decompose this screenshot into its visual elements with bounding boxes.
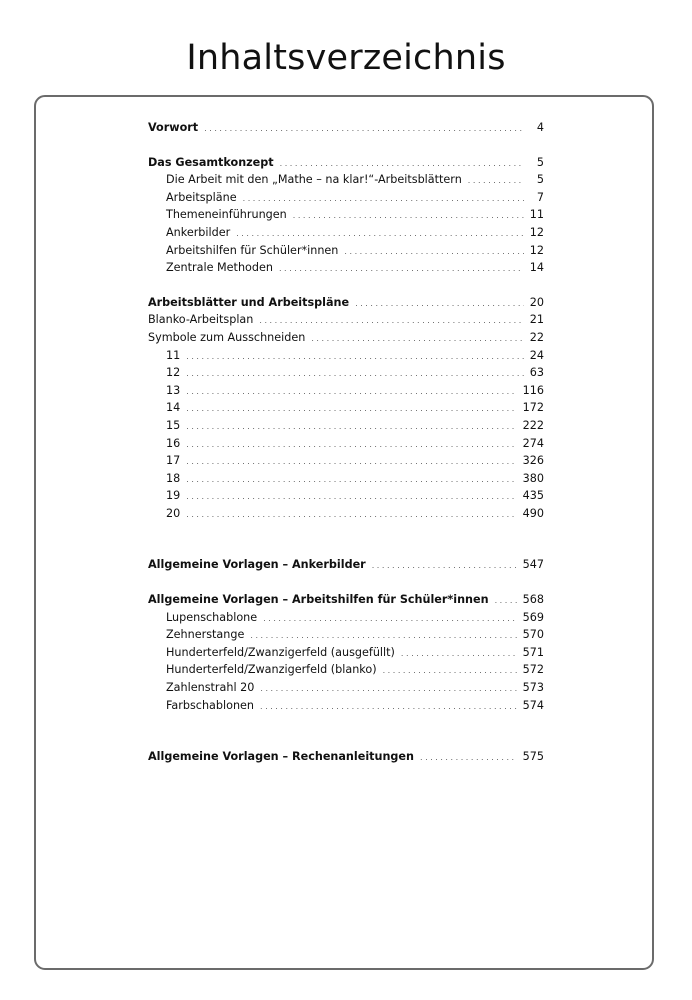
toc-entry-label: Lupenschablone [166,610,258,624]
toc-page-number: 4 [536,121,544,134]
toc-entry-label: Allgemeine Vorlagen – Rechenanleitungen [148,750,414,764]
toc-entry[interactable] [148,206,544,224]
toc-dot-leader [186,506,516,524]
toc-page-number: 63 [529,366,544,380]
toc-page-number: 572 [522,663,544,677]
toc-entry[interactable] [148,697,544,715]
toc-dot-leader [260,698,517,716]
toc-entry[interactable] [148,189,544,207]
toc-page-number: 435 [522,489,544,503]
toc-spacer [148,137,544,154]
toc-dot-leader [280,155,524,173]
toc-entry[interactable] [148,644,544,662]
toc-page-number: 380 [522,471,544,485]
toc-dot-leader [186,471,516,489]
toc-entry-label: Arbeitspläne [166,190,237,204]
toc-entry[interactable] [148,417,544,435]
toc-entry[interactable] [148,505,544,523]
toc-entry-label: 15 [166,418,181,432]
toc-dot-leader [186,418,516,436]
toc-page-number: 575 [522,750,544,764]
toc-entry-label: Zentrale Methoden [166,261,273,275]
toc-section-heading[interactable] [148,556,544,574]
toc-entry[interactable] [148,347,544,365]
toc-dot-leader [468,172,524,190]
toc-spacer [148,522,544,556]
toc-dot-leader [279,260,524,278]
toc-dot-leader [243,190,524,208]
toc-entry-label: 18 [166,471,181,485]
toc-entry-label: Arbeitshilfen für Schüler*innen [166,243,339,257]
toc-entry[interactable] [148,626,544,644]
toc-dot-leader [186,488,516,506]
toc-dot-leader [204,120,524,138]
toc-section-heading[interactable] [148,294,544,312]
toc-dot-leader [344,243,523,261]
toc-entry-label: Hunderterfeld/Zwanzigerfeld (blanko) [166,663,377,677]
toc-entry[interactable] [148,311,544,329]
toc-entry-label: Blanko-Arbeitsplan [148,313,254,327]
toc-page-number: 12 [529,243,544,257]
toc-entry-label: Hunderterfeld/Zwanzigerfeld (ausgefüllt) [166,645,395,659]
toc-section-heading[interactable] [148,591,544,609]
toc-entry-label: Die Arbeit mit den „Mathe – na klar!“-Arbeitsblättern [166,173,462,187]
toc-page-number: 569 [522,610,544,624]
toc-entry[interactable] [148,452,544,470]
toc-dot-leader [383,662,517,680]
toc-section-heading[interactable] [148,119,544,137]
toc-entry-label: Ankerbilder [166,225,231,239]
toc-entry-label: 12 [166,366,181,380]
toc-entry-label: Das Gesamtkonzept [148,155,274,169]
toc-dot-leader [186,436,516,454]
toc-entry[interactable] [148,329,544,347]
toc-entry[interactable] [148,609,544,627]
toc-dot-leader [260,680,516,698]
toc-entry-label: Themeneinführungen [166,208,287,222]
page-title: Inhaltsverzeichnis [186,38,506,78]
toc-entry-label: 13 [166,383,181,397]
toc-entry-label: Arbeitsblätter und Arbeitspläne [148,295,350,309]
toc-entry-label: 19 [166,489,181,503]
toc-entry-label: 17 [166,454,181,468]
toc-entry[interactable] [148,487,544,505]
toc-page-number: 7 [536,190,544,204]
toc-page-number: 22 [529,330,544,344]
toc-entry[interactable] [148,259,544,277]
toc-entry-label: Allgemeine Vorlagen – Ankerbilder [148,558,366,572]
toc-section-heading[interactable] [148,154,544,172]
toc-dot-leader [311,330,523,348]
toc-page-number: 14 [529,261,544,275]
toc-entry[interactable] [148,171,544,189]
toc-entry[interactable] [148,382,544,400]
toc-dot-leader [186,365,524,383]
toc-entry-label: 20 [166,506,181,520]
toc-page-number: 274 [522,436,544,450]
toc-dot-leader [401,645,517,663]
toc-entry[interactable] [148,364,544,382]
toc-page-number: 574 [522,698,544,712]
toc-entry[interactable] [148,435,544,453]
toc-section-heading[interactable] [148,748,544,766]
toc-entry[interactable] [148,399,544,417]
toc-dot-leader [186,400,516,418]
toc-entry-label: Zehnerstange [166,628,245,642]
toc-entry[interactable] [148,661,544,679]
toc-entry-label: Farbschablonen [166,698,255,712]
toc-page-number: 5 [536,155,544,169]
toc-entry-label: Zahlenstrahl 20 [166,681,255,695]
toc-page-number: 5 [536,173,544,187]
toc-page-number: 547 [522,558,544,572]
toc-entry-label: Symbole zum Ausschneiden [148,330,306,344]
toc-dot-leader [372,557,517,575]
toc-spacer [148,714,544,748]
toc-dot-leader [250,627,516,645]
toc-dot-leader [355,295,524,313]
toc-dot-leader [236,225,524,243]
toc-dot-leader [263,610,516,628]
toc-dot-leader [186,383,516,401]
toc-entry[interactable] [148,470,544,488]
toc-page-number: 21 [529,313,544,327]
toc-page-number: 20 [529,295,544,309]
toc-page-number: 172 [522,401,544,415]
toc-entry-label: Vorwort [148,121,199,134]
toc-page-number: 326 [522,454,544,468]
toc-entry-label: 11 [166,348,181,362]
toc-spacer [148,574,544,591]
toc-entry[interactable] [148,679,544,697]
toc-dot-leader [259,312,523,330]
toc-list [148,119,544,766]
toc-page-number: 571 [522,645,544,659]
toc-page-number: 11 [529,208,544,222]
toc-page-number: 222 [522,418,544,432]
toc-dot-leader [186,453,516,471]
toc-dot-leader [293,207,524,225]
toc-dot-leader [495,592,517,610]
toc-page-number: 570 [522,628,544,642]
toc-page-number: 573 [522,681,544,695]
toc-entry-label: 14 [166,401,181,415]
toc-dot-leader [420,749,517,767]
toc-page-number: 24 [529,348,544,362]
toc-page-number: 116 [522,383,544,397]
toc-spacer [148,277,544,294]
toc-entry[interactable] [148,242,544,260]
toc-entry-label: 16 [166,436,181,450]
toc-page-number: 490 [522,506,544,520]
toc-page-number: 12 [529,225,544,239]
toc-page-number: 568 [522,593,544,607]
toc-entry-label: Allgemeine Vorlagen – Arbeitshilfen für Schüler*innen [148,593,489,607]
toc-entry[interactable] [148,224,544,242]
toc-dot-leader [186,348,524,366]
